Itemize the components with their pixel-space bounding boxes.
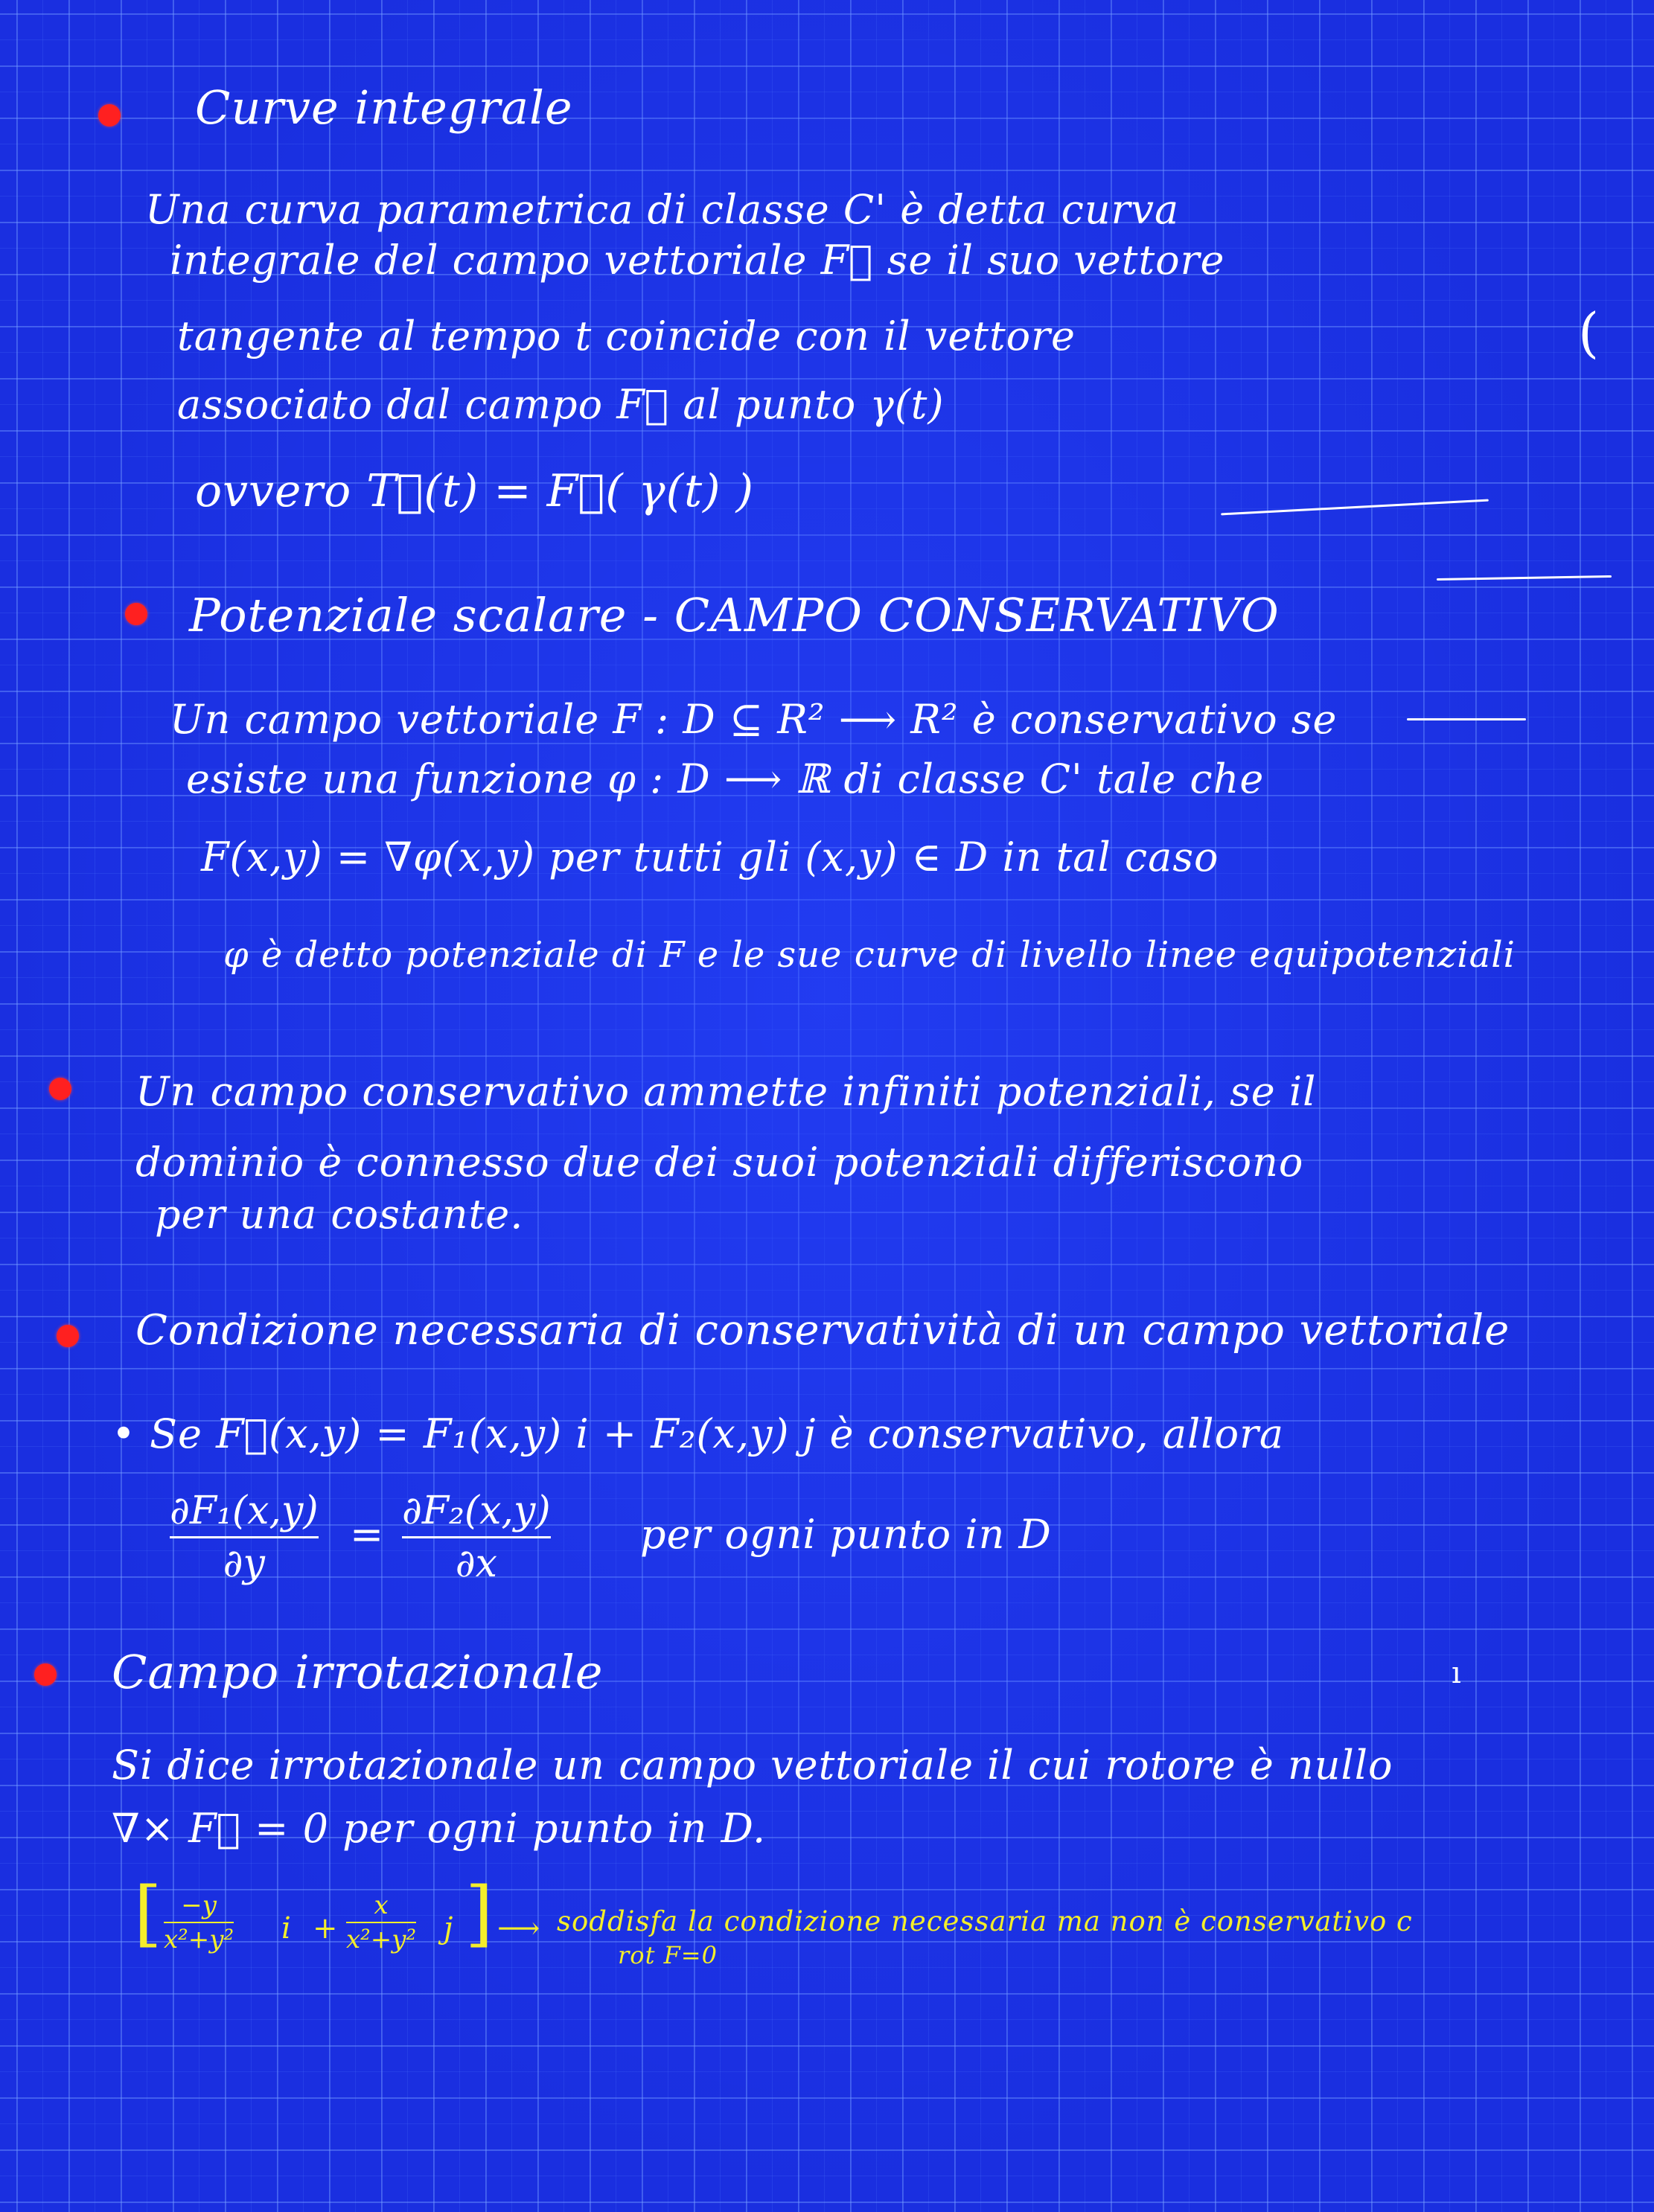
text-line: φ è detto potenziale di F e le sue curve di livello linee equipotenziali bbox=[223, 934, 1516, 976]
text-line: • Se F⃗(x,y) = F₁(x,y) i + F₂(x,y) j è conservativo, allora bbox=[112, 1410, 1285, 1457]
text-line: Un campo conservativo ammette infiniti potenziali, se il bbox=[135, 1068, 1317, 1115]
fraction-denominator: ∂x bbox=[455, 1541, 497, 1586]
fraction-denominator: ∂y bbox=[223, 1541, 265, 1586]
heading-curve-integrale: Curve integrale bbox=[195, 80, 573, 135]
heading-potenziale-scalare: Potenziale scalare - CAMPO CONSERVATIVO bbox=[189, 588, 1280, 642]
heading-condizione-necessaria: Condizione necessaria di conservatività di un campo vettoriale bbox=[135, 1306, 1510, 1355]
bullet-dot bbox=[34, 1663, 57, 1686]
text-line: Un campo vettoriale F : D ⊆ R² ⟶ R² è conservativo se bbox=[170, 696, 1338, 743]
bullet-dot bbox=[57, 1325, 79, 1347]
fraction-neg-y bbox=[164, 1890, 234, 1954]
stroke-mark: ı bbox=[1452, 1656, 1462, 1690]
bullet-dot bbox=[125, 603, 147, 625]
fraction-bar bbox=[402, 1536, 551, 1538]
text-line: integrale del campo vettoriale F⃗ se il suo vettore bbox=[170, 237, 1225, 284]
note-subtext: rot F=0 bbox=[618, 1941, 718, 1969]
fraction-dF1-dy bbox=[170, 1489, 319, 1586]
text-line: Una curva parametrica di classe C' è detta curva bbox=[145, 186, 1180, 233]
equals-sign: = bbox=[350, 1511, 385, 1558]
unit-vector-i: i bbox=[281, 1911, 292, 1946]
equation-integral-curve: ovvero T⃗(t) = F⃗( γ(t) ) bbox=[195, 465, 755, 517]
text-line: Si dice irrotazionale un campo vettoriale il cui rotore è nullo bbox=[112, 1742, 1393, 1789]
text-line: per ogni punto in D bbox=[640, 1511, 1052, 1558]
bullet-dot bbox=[49, 1078, 71, 1100]
fraction-denominator: x²+y² bbox=[346, 1925, 417, 1954]
text-line: dominio è connesso due dei suoi potenziali differiscono bbox=[135, 1139, 1304, 1186]
text-line: esiste una funzione φ : D ⟶ ℝ di classe C' tale che bbox=[186, 755, 1265, 802]
unit-vector-j: j bbox=[444, 1911, 454, 1946]
bracket-left: [ bbox=[134, 1872, 162, 1955]
stroke-mark bbox=[1407, 718, 1526, 720]
fraction-numerator: x bbox=[374, 1890, 389, 1920]
text-line: per una costante. bbox=[155, 1191, 524, 1238]
text-line: ∇× F⃗ = 0 per ogni punto in D. bbox=[112, 1805, 767, 1852]
fraction-x bbox=[346, 1890, 416, 1954]
margin-bracket-mark: ( bbox=[1578, 301, 1600, 364]
heading-campo-irrotazionale: Campo irrotazionale bbox=[112, 1645, 604, 1699]
note-text: soddisfa la condizione necessaria ma non è conservativo c bbox=[557, 1905, 1413, 1937]
fraction-numerator: ∂F₂(x,y) bbox=[402, 1489, 551, 1533]
fraction-bar bbox=[164, 1922, 234, 1923]
fraction-bar bbox=[170, 1536, 319, 1538]
text-line: tangente al tempo t coincide con il vettore bbox=[177, 313, 1076, 359]
fraction-numerator: ∂F₁(x,y) bbox=[170, 1489, 319, 1533]
fraction-numerator: −y bbox=[181, 1890, 217, 1920]
fraction-denominator: x²+y² bbox=[164, 1925, 234, 1954]
fraction-bar bbox=[346, 1922, 416, 1923]
fraction-dF2-dx bbox=[402, 1489, 551, 1586]
arrow: ⟶ bbox=[497, 1911, 541, 1946]
bullet-dot bbox=[98, 104, 121, 127]
bracket-right: ] bbox=[465, 1872, 494, 1955]
text-line: associato dal campo F⃗ al punto γ(t) bbox=[177, 381, 945, 428]
stroke-mark bbox=[1437, 575, 1612, 581]
text-line: F(x,y) = ∇φ(x,y) per tutti gli (x,y) ∈ D in tal caso bbox=[201, 834, 1219, 880]
stroke-mark bbox=[1221, 499, 1489, 516]
plus-sign: + bbox=[313, 1911, 339, 1946]
